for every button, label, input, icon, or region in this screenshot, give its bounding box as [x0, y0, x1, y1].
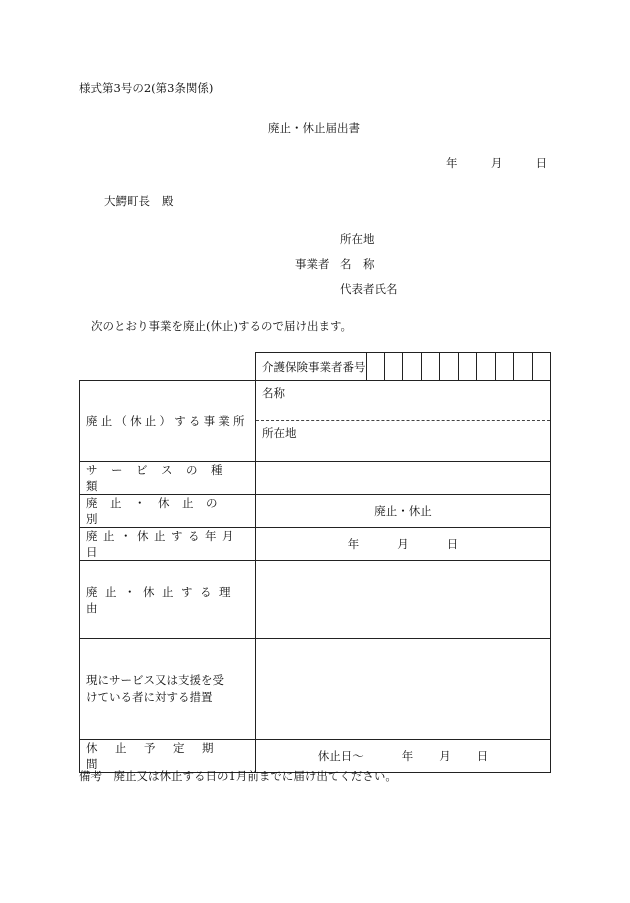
form-table [79, 380, 551, 773]
applicant-address-label: 所在地 [340, 232, 375, 246]
applicant-business-label: 事業者 [295, 257, 330, 271]
measures-value[interactable] [256, 639, 551, 740]
office-row [80, 381, 551, 462]
measures-row [80, 639, 551, 740]
date-day: 日 [446, 537, 459, 551]
date-row [80, 528, 551, 561]
addressee-name: 大鰐町長 [104, 194, 150, 208]
note: 備考 廃止又は休止する日の1月前までに届け出てください。 [79, 769, 397, 783]
office-fields[interactable] [256, 381, 551, 462]
date-month: 月 [397, 537, 409, 551]
insurance-number-label: 介護保険事業者番号 [262, 360, 366, 374]
addressee [104, 193, 174, 209]
year-label: 年 [446, 156, 458, 170]
measures-label: 現にサービス又は支援を受けている者に対する措置 [80, 639, 256, 740]
period-label: 休止予定期間 [80, 740, 256, 773]
addressee-honorific: 殿 [162, 194, 174, 208]
insurance-number-digit[interactable] [458, 353, 476, 381]
insurance-number-digit[interactable] [495, 353, 513, 381]
office-label [80, 381, 256, 462]
insurance-number-digit[interactable] [366, 353, 384, 381]
insurance-number-digit[interactable] [532, 353, 550, 381]
insurance-number-digit[interactable] [476, 353, 494, 381]
period-month: 月 [439, 749, 451, 763]
period-year: 年 [401, 749, 414, 763]
insurance-number-digit[interactable] [384, 353, 402, 381]
period-start: 休止日〜 [317, 749, 364, 763]
form-number: 様式第3号の2(第3条関係) [79, 81, 214, 95]
date-value[interactable] [256, 528, 551, 561]
intro-text: 次のとおり事業を廃止(休止)するので届け出ます。 [91, 319, 353, 333]
service-type-value[interactable] [256, 462, 551, 495]
reason-label: 廃止・休止する理由 [80, 561, 256, 639]
submission-date [446, 155, 547, 171]
month-label: 月 [490, 156, 503, 170]
insurance-number-digit[interactable] [513, 353, 531, 381]
office-label-text: 廃止（休止）する事業所 [86, 414, 248, 428]
insurance-number-row [255, 352, 551, 381]
office-address-label: 所在地 [262, 426, 297, 440]
office-name-label: 名称 [262, 386, 285, 400]
type-value[interactable]: 廃止・休止 [256, 495, 551, 528]
date-label: 廃止・休止する年月日 [80, 528, 256, 561]
service-type-row [80, 462, 551, 495]
type-label: 廃止・休止の別 [80, 495, 256, 528]
reason-value[interactable] [256, 561, 551, 639]
type-row [80, 495, 551, 528]
period-day: 日 [476, 749, 489, 763]
insurance-number-digit[interactable] [421, 353, 439, 381]
applicant-rep-label: 代表者氏名 [340, 282, 398, 296]
applicant-name-label: 名 称 [340, 257, 375, 271]
document-title: 廃止・休止届出書 [268, 121, 360, 135]
date-year: 年 [347, 537, 360, 551]
insurance-number-digit[interactable] [402, 353, 420, 381]
reason-row [80, 561, 551, 639]
insurance-number-digit[interactable] [439, 353, 457, 381]
day-label: 日 [535, 156, 548, 170]
service-type-label: サービスの種類 [80, 462, 256, 495]
